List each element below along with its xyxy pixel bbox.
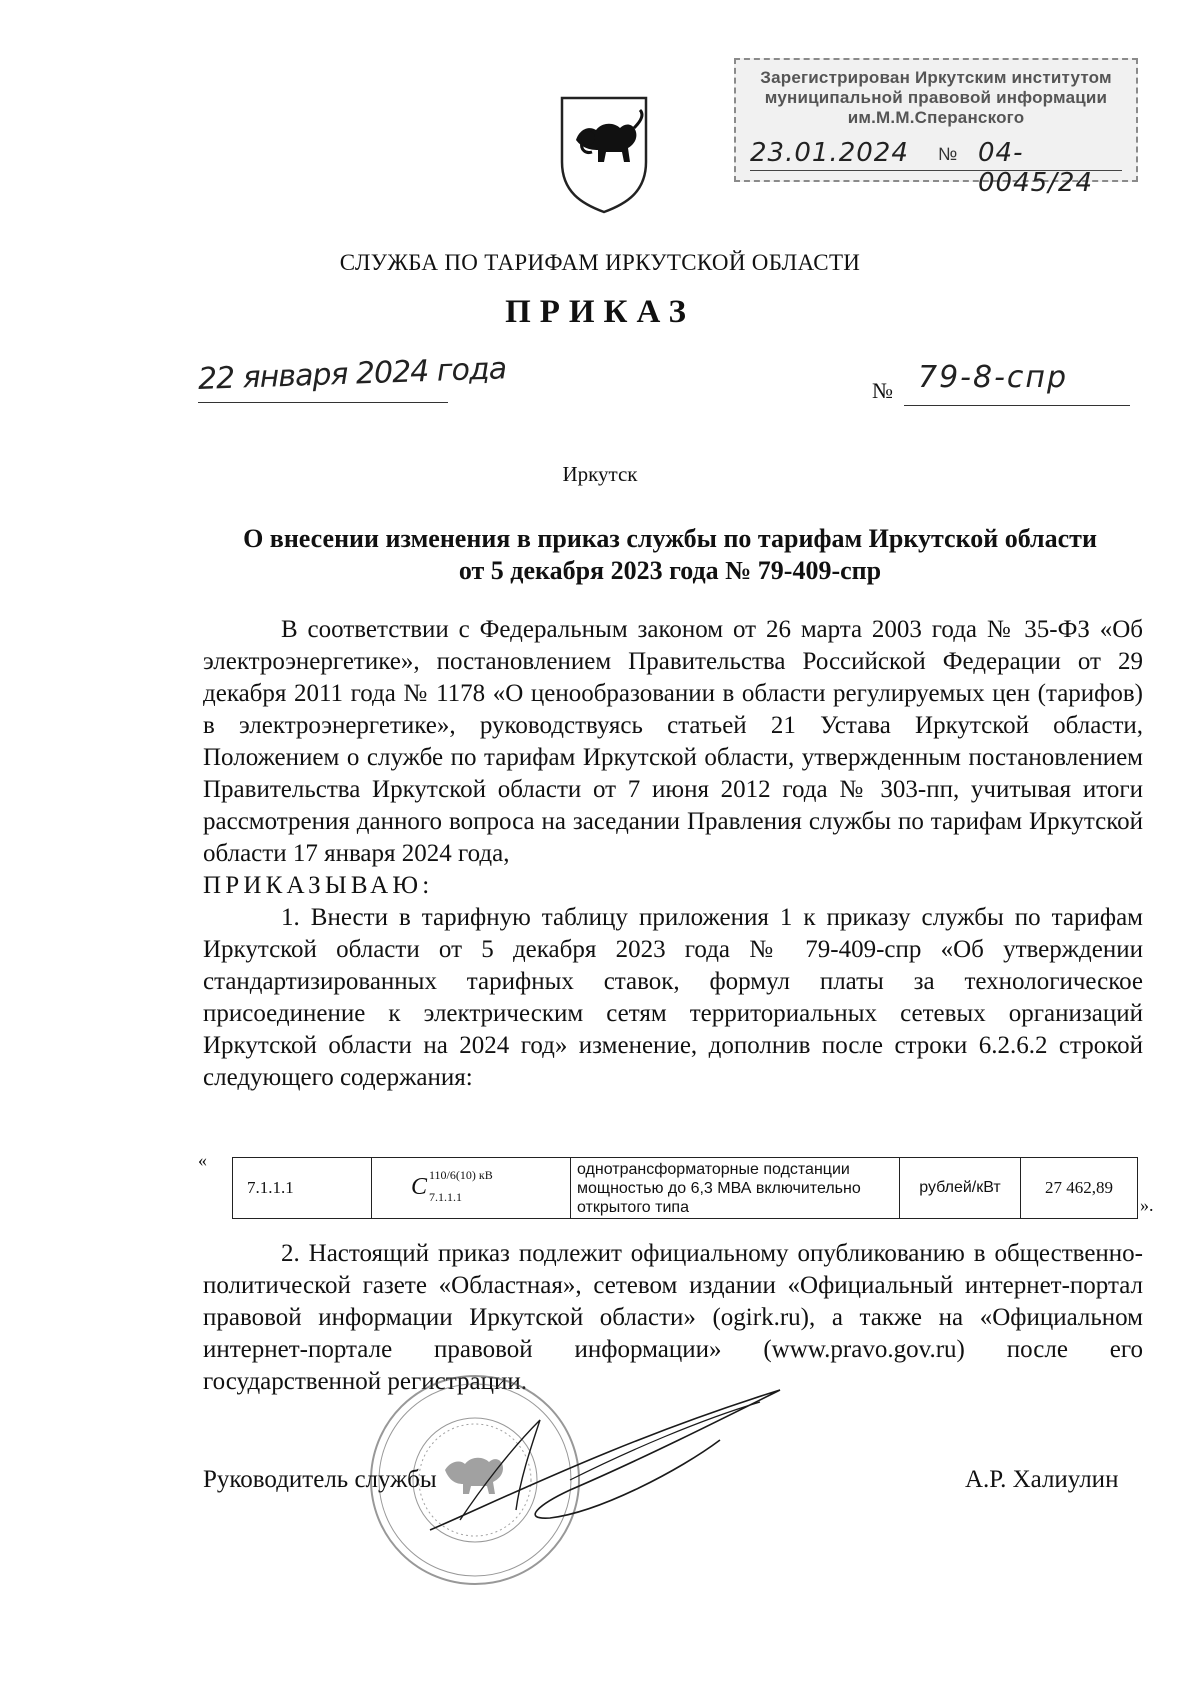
order-date-handwritten: 22 января 2024 года <box>197 351 507 397</box>
formula-base: C <box>411 1173 428 1200</box>
stamp-line-3: им.М.М.Сперанского <box>847 108 1025 127</box>
registration-stamp <box>734 58 1138 198</box>
document-type-title: ПРИКАЗ <box>505 294 695 330</box>
stamp-registration-number: 04-0045/24 <box>978 138 1094 198</box>
stamp-underline <box>750 170 1122 171</box>
order-number-label: № <box>872 378 893 403</box>
row-code-cell: 7.1.1.1 <box>233 1158 372 1219</box>
row-value-cell: 27 462,89 <box>1021 1158 1138 1219</box>
table-open-quote: « <box>198 1150 207 1170</box>
item-2-paragraph: 2. Настоящий приказ подлежит официальному опубликованию в общественно-политической газете «Областная», сетевом издании «Официальный интернет-портал правовой информации Иркутской области» (ogirk.ru), а также на «Официальном интернет-портале правовой информации» (www.pravo.gov.ru) после его государственной регистрации. <box>203 1240 1143 1395</box>
stamp-number-label: № <box>938 144 958 164</box>
stamp-line-1: Зарегистрирован Иркутским институтом <box>760 68 1112 87</box>
tariff-formula <box>411 1166 531 1206</box>
order-word: ПРИКАЗЫВАЮ: <box>203 872 434 899</box>
subject-line-2: от 5 декабря 2023 года № 79-409-спр <box>458 556 882 585</box>
tariff-table <box>232 1157 1138 1219</box>
formula-subscript: 7.1.1.1 <box>429 1189 462 1204</box>
stamp-registration-date: 23.01.2024 <box>750 138 909 168</box>
stamp-line-2: муниципальной правовой информации <box>764 88 1108 107</box>
service-name: СЛУЖБА ПО ТАРИФАМ ИРКУТСКОЙ ОБЛАСТИ <box>339 250 861 275</box>
city: Иркутск <box>562 462 638 486</box>
row-description-cell: однотрансформаторные подстанции мощностью до 6,3 МВА включительно открытого типа <box>571 1158 900 1219</box>
table-row <box>233 1158 1138 1219</box>
order-number-underline <box>904 405 1130 406</box>
document-body <box>203 614 1143 1094</box>
item-1-paragraph: 1. Внести в тарифную таблицу приложения 1 к приказу службы по тарифам Иркутской области от 5 декабря 2023 года № 79-409-спр «Об утверждении стандартизированных тарифных ставок, формул платы за технологическое присоединение к электрическим сетям территориальных сетевых организаций Иркутской области на 2024 год» изменение, дополнив после строки 6.2.6.2 строкой следующего содержания: <box>203 904 1143 1091</box>
document-subject <box>190 523 1150 587</box>
order-date-underline <box>198 402 448 403</box>
table-close-quote: ». <box>1140 1195 1154 1215</box>
order-number-handwritten: 79-8-спр <box>918 360 1069 395</box>
formula-superscript: 110/6(10) кВ <box>429 1167 493 1182</box>
signer-name: А.Р. Халиулин <box>965 1466 1119 1493</box>
handwritten-signature-icon <box>420 1380 800 1550</box>
signer-title: Руководитель службы <box>203 1466 437 1493</box>
document-body-continued <box>203 1238 1143 1398</box>
preamble-paragraph: В соответствии с Федеральным законом от 26 марта 2003 года № 35-ФЗ «Об электроэнергетике», постановлением Правительства Российской Федерации от 29 декабря 2011 года № 1178 «О ценообразовании в области регулируемых цен (тарифов) в электроэнергетике», руководствуясь статьей 21 Устава Иркутской области, Положением о службе по тарифам Иркутской области, утвержденным постановлением Правительства Иркутской области от 7 июня 2012 года № 303-пп, учитывая итоги рассмотрения данного вопроса на заседании Правления службы по тарифам Иркутской области 17 января 2024 года, <box>203 616 1143 867</box>
row-unit-cell: рублей/кВт <box>900 1158 1021 1219</box>
coat-of-arms-icon <box>556 92 652 216</box>
subject-line-1: О внесении изменения в приказ службы по тарифам Иркутской области <box>243 524 1097 553</box>
row-formula-cell <box>372 1158 571 1219</box>
